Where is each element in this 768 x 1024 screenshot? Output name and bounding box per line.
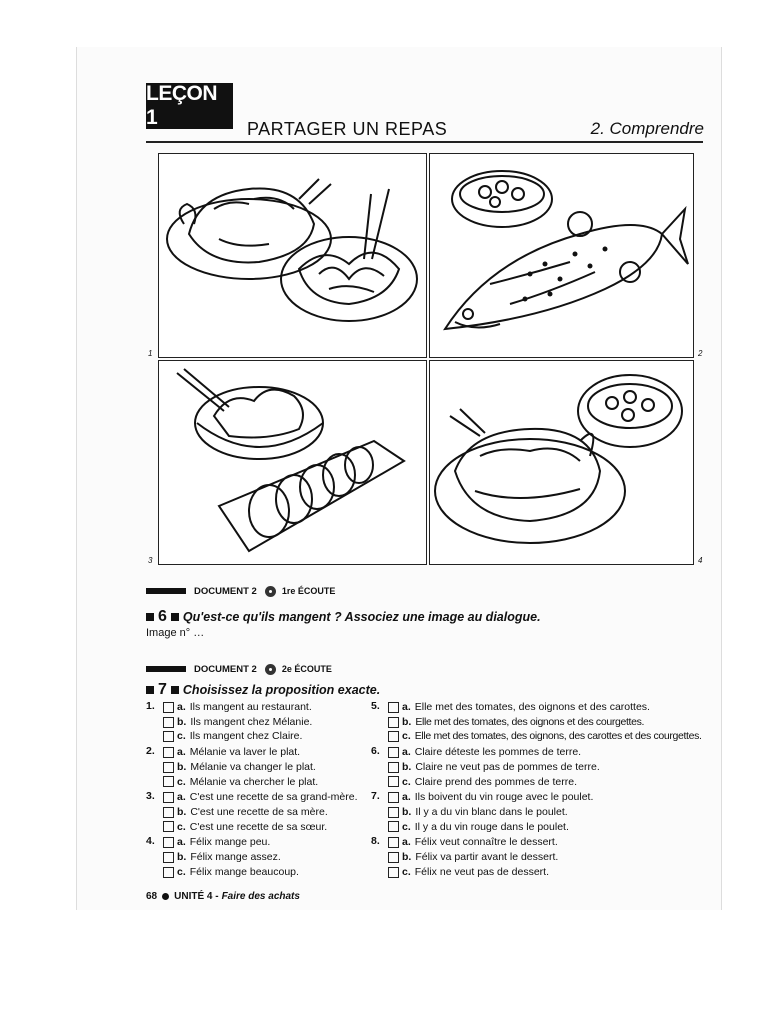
option-text: C'est une recette de sa mère. [190, 805, 328, 818]
answer-option [388, 715, 711, 730]
option-letter: b. [402, 851, 412, 864]
image-number-answer: Image n° … [146, 627, 205, 639]
page-footer [146, 891, 300, 902]
option-letter: c. [402, 820, 411, 833]
food-illustration-2 [429, 153, 694, 358]
answer-checkbox[interactable] [163, 867, 174, 878]
document-title: DOCUMENT 2 [194, 585, 257, 597]
square-marker [146, 613, 154, 621]
answer-checkbox[interactable] [163, 747, 174, 758]
option-letter: a. [402, 746, 411, 759]
option-letter: c. [402, 775, 411, 788]
fish-platter-drawing [430, 154, 693, 357]
option-letter: c. [177, 730, 186, 743]
option-letter: b. [402, 760, 412, 773]
answer-option [388, 745, 711, 760]
roast-chicken-bowl-drawing [430, 361, 693, 564]
answer-checkbox[interactable] [163, 792, 174, 803]
option-text: Félix mange peu. [189, 836, 271, 849]
header-rule [146, 141, 703, 143]
option-letter: b. [402, 805, 412, 818]
option-text: Mélanie va chercher le plat. [189, 775, 319, 788]
question-item [371, 790, 711, 834]
bullet-icon [162, 893, 169, 900]
option-letter: b. [177, 805, 187, 818]
exercise-instruction: Choisissez la proposition exacte. [182, 683, 381, 697]
roast-chicken-salad-drawing [159, 154, 426, 357]
unit-label: UNITÉ 4 - [174, 891, 219, 902]
answer-checkbox[interactable] [388, 731, 399, 742]
option-text: Félix veut connaître le dessert. [414, 836, 558, 849]
exercise-7-header [146, 681, 380, 699]
answer-checkbox[interactable] [388, 717, 399, 728]
answer-checkbox[interactable] [388, 762, 399, 773]
answer-checkbox[interactable] [388, 792, 399, 803]
document-title: DOCUMENT 2 [194, 663, 257, 675]
option-letter: a. [402, 836, 411, 849]
option-text: Mélanie va laver le plat. [189, 746, 301, 759]
option-text: Elle met des tomates, des oignons, des carottes et des courgettes. [414, 730, 702, 743]
answer-option [388, 729, 711, 744]
answer-checkbox[interactable] [163, 702, 174, 713]
answer-checkbox[interactable] [163, 717, 174, 728]
answer-option [388, 820, 711, 835]
option-text: Elle met des tomates, des oignons et des courgettes. [415, 715, 645, 728]
question-number: 8. [371, 835, 380, 848]
cd-audio-icon [265, 586, 276, 597]
option-text: Félix va partir avant le dessert. [415, 851, 559, 864]
option-letter: b. [177, 851, 187, 864]
unit-title: Faire des achats [221, 891, 300, 902]
question-item [371, 745, 711, 789]
document-header [146, 584, 335, 598]
header-bar [146, 666, 186, 672]
option-letter: c. [402, 865, 411, 878]
answer-option [388, 775, 711, 790]
option-letter: a. [177, 746, 186, 759]
option-letter: b. [177, 760, 187, 773]
option-text: Ils mangent chez Mélanie. [190, 715, 313, 728]
option-text: Ils mangent au restaurant. [189, 701, 312, 713]
header-bar [146, 588, 186, 594]
answer-checkbox[interactable] [388, 852, 399, 863]
panel-number: 1 [148, 349, 153, 358]
option-letter: c. [402, 730, 411, 743]
section-title: 2. Comprendre [590, 119, 704, 138]
answer-option [388, 850, 711, 865]
option-letter: a. [177, 836, 186, 849]
answer-option [388, 805, 711, 820]
document-header [146, 662, 332, 676]
panel-number: 3 [148, 556, 153, 565]
answer-checkbox[interactable] [163, 821, 174, 832]
bowl-and-rolls-drawing [159, 361, 426, 564]
panel-number: 2 [698, 349, 703, 358]
option-text: Elle met des tomates, des oignons et des carottes. [414, 701, 650, 713]
question-number: 7. [371, 790, 380, 803]
food-illustration-4 [429, 360, 694, 565]
option-letter: a. [177, 701, 186, 713]
question-number: 1. [146, 700, 155, 712]
option-text: Ils boivent du vin rouge avec le poulet. [414, 791, 594, 804]
question-number: 6. [371, 745, 380, 758]
option-text: Claire ne veut pas de pommes de terre. [415, 760, 600, 773]
listening-label: 2e ÉCOUTE [281, 664, 332, 674]
square-marker [146, 686, 154, 694]
option-letter: a. [402, 701, 411, 713]
exercise-6-header [146, 608, 541, 626]
option-text: Félix ne veut pas de dessert. [414, 865, 550, 878]
answer-option [388, 790, 711, 805]
questions-right-column [371, 700, 711, 880]
option-text: C'est une recette de sa sœur. [189, 820, 328, 833]
answer-checkbox[interactable] [388, 807, 399, 818]
cd-audio-icon [265, 664, 276, 675]
answer-option [388, 760, 711, 775]
option-text: Il y a du vin blanc dans le poulet. [415, 805, 568, 818]
exercise-instruction: Qu'est-ce qu'ils mangent ? Associez une image au dialogue. [182, 610, 541, 624]
answer-checkbox[interactable] [163, 852, 174, 863]
panel-number: 4 [698, 556, 703, 565]
question-number: 5. [371, 700, 380, 712]
answer-checkbox[interactable] [163, 731, 174, 742]
food-illustration-3 [158, 360, 427, 565]
answer-checkbox[interactable] [163, 837, 174, 848]
square-marker [171, 613, 179, 621]
option-letter: b. [177, 715, 187, 728]
food-illustration-1 [158, 153, 427, 358]
answer-checkbox[interactable] [388, 867, 399, 878]
question-number: 2. [146, 745, 155, 758]
option-text: Claire prend des pommes de terre. [414, 775, 578, 788]
lesson-label: LEÇON 1 [146, 83, 233, 129]
option-letter: c. [177, 865, 186, 878]
answer-checkbox[interactable] [388, 747, 399, 758]
answer-checkbox[interactable] [388, 837, 399, 848]
answer-checkbox[interactable] [163, 776, 174, 787]
option-letter: b. [402, 715, 412, 728]
option-text: Félix mange beaucoup. [189, 865, 299, 878]
answer-checkbox[interactable] [163, 807, 174, 818]
option-letter: a. [177, 791, 186, 804]
lesson-title: PARTAGER UN REPAS [247, 119, 448, 139]
option-text: Félix mange assez. [190, 851, 281, 864]
option-letter: c. [177, 775, 186, 788]
option-letter: a. [402, 791, 411, 804]
option-letter: c. [177, 820, 186, 833]
option-text: Il y a du vin rouge dans le poulet. [414, 820, 569, 833]
question-item [371, 835, 711, 879]
listening-label: 1re ÉCOUTE [281, 586, 336, 596]
answer-checkbox[interactable] [163, 762, 174, 773]
answer-option [388, 865, 711, 880]
answer-checkbox[interactable] [388, 821, 399, 832]
question-item [371, 700, 711, 744]
exercise-number: 7 [158, 681, 167, 698]
page-number: 68 [146, 891, 158, 902]
answer-checkbox[interactable] [388, 776, 399, 787]
exercise-number: 6 [158, 608, 167, 625]
option-text: Ils mangent chez Claire. [189, 730, 303, 743]
option-text: C'est une recette de sa grand-mère. [189, 791, 358, 804]
option-text: Mélanie va changer le plat. [190, 760, 316, 773]
question-number: 4. [146, 835, 155, 848]
answer-option [388, 700, 711, 715]
answer-option [388, 835, 711, 850]
answer-checkbox[interactable] [388, 702, 399, 713]
option-text: Claire déteste les pommes de terre. [414, 746, 582, 759]
square-marker [171, 686, 179, 694]
question-number: 3. [146, 790, 155, 803]
